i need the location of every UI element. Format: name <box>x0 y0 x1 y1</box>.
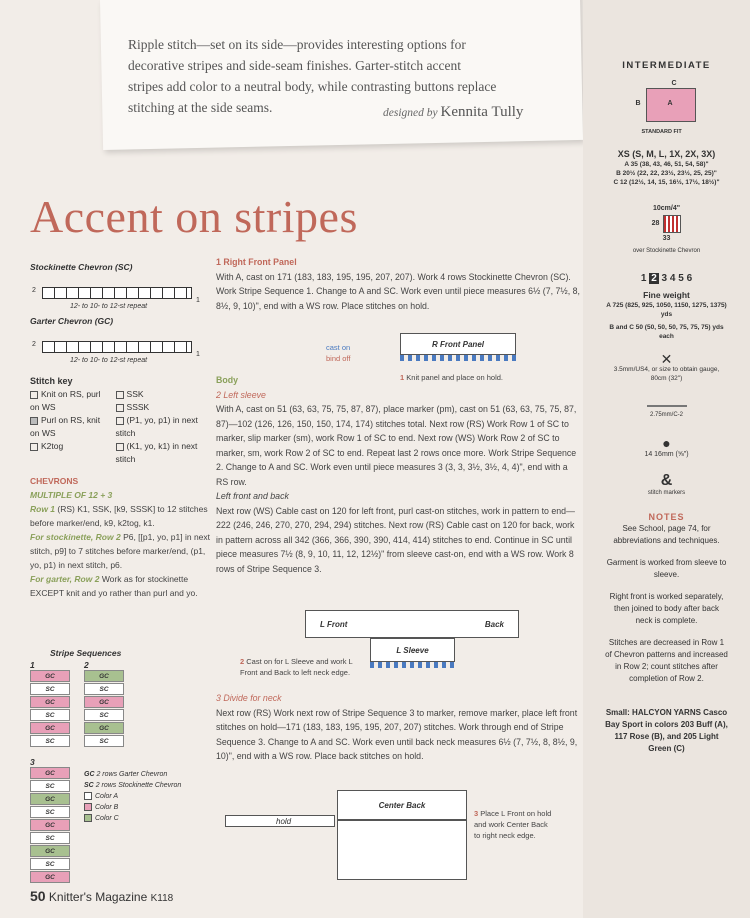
designer-name: Kennita Tully <box>440 104 524 120</box>
k-yo-k-icon <box>116 443 124 451</box>
l-sleeve-panel: L Sleeve <box>370 638 455 662</box>
skill-level: INTERMEDIATE <box>622 60 711 71</box>
hook-size: 2.75mm/C-2 <box>649 412 683 418</box>
row-number: 2 <box>32 341 36 348</box>
sc-chart-label: Stockinette Chevron (SC) <box>30 262 133 272</box>
caption-number: 2 <box>240 657 245 666</box>
stripe-sequences <box>30 648 210 883</box>
repeat-label: 12- to 10- to 12-st repeat <box>70 357 148 364</box>
instruction-text: With A, cast on 171 (183, 183, 195, 195, 207, 207). Work 4 rows Stockinette Chevron (SC). Work Stripe Sequence 1. Change to A and SC. Work even until piece measures 6½ (7, 7½, 8, 8½, 9, 10)", end with a WS row. Place stitches on hold. <box>216 271 580 311</box>
key-item <box>116 414 210 440</box>
seq-number: 2 <box>84 660 89 670</box>
chevrons-section <box>30 474 210 600</box>
instruction-text: Next row (RS) Work next row of Stripe Sequence 3 to marker, remove marker, place left front stitches on hold—171 (183, 183, 195, 195, 207, 207) stitches. Work through end of Stripe Sequence 3. Change to A and SC. Work even until back neck measures 6½ (7, 7½, 8, 8½, 9, 10)", end with a WS row. Place back stitches on hold. <box>216 707 578 761</box>
swatch-col <box>30 670 70 747</box>
intro-line: decorative stripes and side-seam finishes. Garter-stitch accent <box>128 58 461 73</box>
chart-grid <box>42 287 192 299</box>
caption-text: Place L Front on hold and work Center Back to right neck edge. <box>474 809 552 840</box>
wave-edge <box>370 662 455 668</box>
color-c-swatch <box>84 814 92 822</box>
stripe-cell: GC <box>30 871 70 883</box>
key-text: Purl on RS, knit on WS <box>30 415 101 438</box>
key-item <box>116 388 210 401</box>
note: See School, page 74, for abbreviations and techniques. <box>613 524 720 545</box>
legend-text: 2 rows Garter Chevron <box>96 771 168 778</box>
stitch-key-title: Stitch key <box>30 376 73 386</box>
needle-size: 3.5mm/US4, or size to obtain gauge, 80cm (32") <box>613 366 720 382</box>
weight-num: 5 <box>678 273 684 284</box>
note: Garment is worked from sleeve to sleeve. <box>606 558 727 579</box>
stripe-cell: GC <box>84 670 124 682</box>
note: Stitches are decreased in Row 1 of Chevron patterns and increased in Row 2; count stitches after completion of Row 2. <box>605 638 728 683</box>
r-front-panel: R Front Panel <box>400 333 516 355</box>
stripe-cell: GC <box>30 793 70 805</box>
stripe-cell: GC <box>30 722 70 734</box>
purl-icon <box>30 417 38 425</box>
bind-off-label: bind off <box>326 354 351 363</box>
stripe-cell: SC <box>30 735 70 747</box>
row-text: (RS) K1, SSK, [k9, SSSK] to 12 stitches before marker/end, k9, k2tog, k1. <box>30 504 208 528</box>
back-label: Back <box>484 619 504 629</box>
seq-2 <box>84 660 124 747</box>
section-heading: 1 Right Front Panel <box>216 257 297 267</box>
stripe-cell: GC <box>84 696 124 708</box>
hold-panel: hold <box>225 815 335 827</box>
key-text: (P1, yo, p1) in next stitch <box>115 415 198 438</box>
instructions-column <box>216 255 581 764</box>
spacer <box>216 313 581 373</box>
instruction-text: Next row (WS) Cable cast on 120 for left front, purl cast-on stitches, work in pattern to end—222 (246, 246, 270, 270, 294, 294) stitches. Next row (RS) Cable cast on 120 for back, work in pattern across all 342 (366, 366, 390, 390, 414, 414) stitches to end. Continue in SC until piece measures 7½ (8, 9, 10, 11, 12, 12½)" from sleeve cast-on, end with a WS row. Work 8 rows of Stripe Sequence 3. <box>216 505 575 574</box>
stripes-title: Stripe Sequences <box>50 648 122 658</box>
legend-text: 2 rows Stockinette Chevron <box>95 782 182 789</box>
legend-item: SC 2 rows Stockinette Chevron <box>84 782 182 789</box>
legend-text: Color A <box>95 793 119 800</box>
needle-icon: ✕ <box>660 351 673 367</box>
schematic <box>632 78 702 138</box>
gauge-note: over Stockinette Chevron <box>632 248 701 254</box>
gauge-rows: 28 <box>651 220 660 227</box>
weight-num: 6 <box>686 273 693 284</box>
stripe-cell: SC <box>30 832 70 844</box>
key-text: SSK <box>126 389 144 399</box>
weight-num: 4 <box>669 273 676 284</box>
stripe-cell: SC <box>84 709 124 721</box>
designed-by: designed by <box>383 107 438 119</box>
buttons: 14 16mm (⅝") <box>644 451 689 458</box>
stripe-cell: SC <box>30 780 70 792</box>
markers: stitch markers <box>647 490 686 496</box>
cast-on-legend <box>326 342 350 364</box>
hook-icon <box>647 405 687 407</box>
k2tog-icon <box>30 443 38 451</box>
page-title: Accent on stripes <box>30 191 358 242</box>
garter-instructions <box>30 572 210 600</box>
row-text: P6, [[p1, yo, p1] in next stitch, p9] to 7 stitches before marker/end, (p1, yo, p1) in next stitch, p6. <box>30 532 211 570</box>
magazine-name: Knitter's Magazine <box>48 890 148 904</box>
weight-scale <box>583 273 750 285</box>
sidebar <box>583 0 750 918</box>
caption-text: Knit panel and place on hold. <box>406 373 504 382</box>
legend-text: Color B <box>95 804 119 811</box>
l-front-label: L Front <box>320 619 348 629</box>
stripe-cell: SC <box>84 683 124 695</box>
button-icon: ● <box>662 435 671 451</box>
stripe-cell: GC <box>84 722 124 734</box>
section-heading: Body <box>216 375 238 385</box>
lower-panel <box>337 820 467 880</box>
l-front-back-panel <box>305 610 519 638</box>
color-a-swatch <box>84 792 92 800</box>
stripe-cell: SC <box>30 806 70 818</box>
caption-text: Cast on for L Sleeve and work L Front and Back to left neck edge. <box>240 657 353 677</box>
note: Right front is worked separately, then joined to body after back neck is complete. <box>609 592 724 625</box>
stripe-cell: SC <box>30 709 70 721</box>
weight-selected: 2 <box>651 273 657 284</box>
caption-number: 1 <box>400 373 405 382</box>
yardage-bc: B and C 50 (50, 50, 50, 75, 75, 75) yds each <box>609 324 724 340</box>
row-label: For stockinette, Row 2 <box>30 532 121 542</box>
gc-chart-label: Garter Chevron (GC) <box>30 316 114 326</box>
dim-c: C <box>671 80 677 87</box>
key-col <box>30 388 110 466</box>
measure-b: B 20½ (22, 22, 23½, 23½, 25, 25)" <box>616 170 717 177</box>
key-item <box>116 440 210 466</box>
page-number: 50 <box>30 888 46 904</box>
gauge-swatch <box>583 215 750 233</box>
sub-heading: 2 Left sleeve <box>216 389 266 400</box>
stripe-cell: SC <box>30 858 70 870</box>
key-text: Knit on RS, purl on WS <box>30 389 101 412</box>
gauge-grid-icon <box>663 215 681 233</box>
key-item <box>30 414 110 440</box>
sub-heading: Left front and back <box>216 491 289 501</box>
key-item <box>30 440 110 453</box>
row2-instructions <box>30 530 210 572</box>
color-b-swatch <box>84 803 92 811</box>
sub-heading: 3 Divide for neck <box>216 693 282 703</box>
chevrons-multiple: MULTIPLE OF 12 + 3 <box>30 490 113 500</box>
legend-item <box>84 802 181 813</box>
chevrons-title: CHEVRONS <box>30 476 79 486</box>
footer <box>30 888 173 904</box>
key-col <box>116 388 210 466</box>
gc-chart <box>30 328 210 368</box>
issue-number: K118 <box>150 893 174 904</box>
instruction-text: With A, cast on 51 (63, 63, 75, 75, 87, 87), place marker (pm), cast on 51 (63, 63, 75, 75, 87, 87)—102 (126, 126, 150, 150, 174, 174) stitches total. Next row (RS) Work Row 1 of SC to marker, slip marker (sm), work Row 1 of SC to end. Next row (WS) Work Row 2 of SC to marker, sm, work Row 2 of SC to end. Repeat last 2 rows once more. Work Stripe Sequence 2. Change to A and SC. Work even until piece measures 3 (3, 3, 3½, 3½, 4, 4)", end with a RS row. <box>216 404 577 487</box>
intro-line: stitching at the side seams. <box>128 100 273 115</box>
intro-line: Ripple stitch—set on its side—provides interesting options for <box>128 37 466 52</box>
key-text: (K1, yo, k1) in next stitch <box>115 441 198 464</box>
stripe-legend <box>84 769 181 883</box>
legend-text: Color C <box>95 815 119 822</box>
caption-1 <box>400 372 503 383</box>
stitch-key <box>30 388 210 466</box>
sizes: XS (S, M, L, 1X, 2X, 3X) <box>617 149 716 159</box>
markers-icon: & <box>660 472 673 489</box>
caption-number: 3 <box>474 809 479 818</box>
weight-num: 1 <box>640 273 647 284</box>
swatch-col <box>84 670 124 747</box>
repeat-label: 12- to 10- to 12-st repeat <box>70 303 148 310</box>
legend-item <box>84 813 181 824</box>
caption-3 <box>474 808 554 841</box>
weight-num: 3 <box>661 273 668 284</box>
key-text: SSSK <box>126 402 150 412</box>
p-yo-p-icon <box>116 417 124 425</box>
row-number: 1 <box>196 351 200 358</box>
dim-a: A <box>667 100 673 107</box>
row-label: Row 1 <box>30 504 56 514</box>
stripe-cell: GC <box>30 767 70 779</box>
knit-icon <box>30 391 38 399</box>
row-number: 1 <box>196 297 200 304</box>
row-label: For garter, Row 2 <box>30 574 100 584</box>
wave-edge <box>400 355 516 361</box>
sssk-icon <box>116 404 124 412</box>
row-text: Work as for stockinette EXCEPT knit and yo rather than purl and yo. <box>30 574 198 598</box>
legend-item: GC 2 rows Garter Chevron <box>84 771 168 778</box>
gauge-sts: 33 <box>662 235 671 242</box>
cast-on-label: cast on <box>326 343 351 352</box>
center-back-panel: Center Back <box>337 790 467 820</box>
seq-1 <box>30 660 70 747</box>
fit-label: STANDARD FIT <box>641 129 682 135</box>
legend-item <box>84 791 181 802</box>
stripe-cell: GC <box>30 819 70 831</box>
swatch-col <box>30 767 70 883</box>
notes-title: NOTES <box>648 512 685 522</box>
key-item <box>116 401 210 414</box>
seq-number: 1 <box>30 660 35 670</box>
row-number: 2 <box>32 287 36 294</box>
stripe-row <box>30 757 210 883</box>
yardage-a: A 725 (825, 925, 1050, 1150, 1275, 1375) yds <box>606 302 727 318</box>
stripe-cell: GC <box>30 696 70 708</box>
stripe-row <box>30 660 210 747</box>
intro-line: stripes add color to a neutral body, while contrasting buttons replace <box>128 79 497 94</box>
weight-label: Fine weight <box>643 290 690 300</box>
chart-grid <box>42 341 192 353</box>
left-column <box>30 260 210 600</box>
row1-instructions <box>30 502 210 530</box>
stripe-cell: GC <box>30 670 70 682</box>
seq-3 <box>30 757 70 883</box>
key-item <box>30 388 110 414</box>
stripe-cell: SC <box>30 683 70 695</box>
measure-c: C 12 (12½, 14, 15, 16½, 17½, 18½)" <box>613 179 720 186</box>
stripe-cell: GC <box>30 845 70 857</box>
yarn-info: Small: HALCYON YARNS Casco Bay Sport in colors 203 Buff (A), 117 Rose (B), and 205 Light Green (C) <box>605 708 728 753</box>
dim-b: B <box>635 100 641 107</box>
byline <box>383 104 523 121</box>
stripe-cell: SC <box>84 735 124 747</box>
caption-2 <box>240 656 370 678</box>
sc-chart <box>30 274 210 314</box>
gauge-title: 10cm/4" <box>652 205 681 212</box>
key-text: K2tog <box>41 441 64 451</box>
seq-number: 3 <box>30 757 35 767</box>
measure-a: A 35 (38, 43, 46, 51, 54, 58)" <box>624 161 709 168</box>
ssk-icon <box>116 391 124 399</box>
